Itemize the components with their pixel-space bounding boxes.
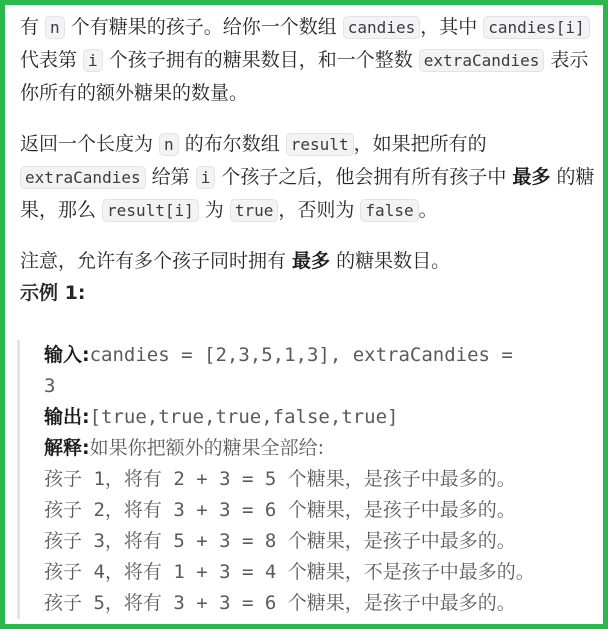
text: ，否则为	[278, 199, 361, 221]
code-n: n	[45, 16, 65, 39]
code-i: i	[83, 49, 103, 72]
text: ，如果把所有的	[353, 133, 487, 155]
code-result-i: result[i]	[102, 199, 199, 222]
text: 代表第	[20, 49, 84, 71]
bold-most: 最多	[292, 250, 331, 272]
text: 的糖果，那么	[20, 166, 595, 221]
example-block	[17, 340, 587, 619]
code-extra-candies: extraCandies	[20, 166, 146, 189]
example-output	[44, 402, 587, 433]
code-candies-i: candies[i]	[483, 16, 589, 39]
code-extra-candies: extraCandies	[419, 49, 545, 72]
explanation-line: 孩子 3，将有 5 + 3 = 8 个糖果，是孩子中最多的。	[44, 530, 516, 552]
example-title: 示例 1:	[20, 282, 86, 304]
explain-text: 如果你把额外的糖果全部给:	[89, 437, 325, 459]
text: 。	[418, 199, 438, 221]
description-paragraph-1	[20, 11, 605, 110]
code-result: result	[286, 133, 354, 156]
text: 的布尔数组	[178, 133, 286, 155]
text: 个有糖果的孩子。给你一个数组	[64, 16, 343, 38]
explain-label: 解释:	[44, 437, 90, 459]
input-label: 输入:	[44, 344, 90, 366]
problem-description	[20, 11, 605, 308]
text: ，其中	[420, 16, 484, 38]
explanation-line: 孩子 2，将有 3 + 3 = 6 个糖果，是孩子中最多的。	[44, 499, 516, 521]
text: 为	[198, 199, 230, 221]
note-paragraph	[20, 245, 605, 278]
text: 有	[20, 16, 46, 38]
example-explanation	[44, 433, 587, 464]
input-value-wrap: 3	[44, 375, 56, 397]
code-candies: candies	[343, 16, 420, 39]
text: 个孩子之后，他会拥有所有孩子中	[215, 166, 513, 188]
description-paragraph-2	[20, 128, 605, 227]
text: 个孩子拥有的糖果数目，和一个整数	[102, 49, 419, 71]
explanation-line: 孩子 4，将有 1 + 3 = 4 个糖果，不是孩子中最多的。	[44, 561, 535, 583]
example-input	[44, 340, 587, 371]
output-label: 输出:	[44, 406, 90, 428]
output-value: [true,true,true,false,true]	[89, 406, 399, 428]
explanation-line: 孩子 5，将有 3 + 3 = 6 个糖果，是孩子中最多的。	[44, 592, 516, 614]
text: 注意，允许有多个孩子同时拥有	[20, 250, 293, 272]
input-value: candies = [2,3,5,1,3], extraCandies =	[89, 344, 513, 366]
code-false: false	[360, 199, 418, 222]
code-n: n	[159, 133, 179, 156]
text: 表示你所有的额外糖果的数量。	[20, 49, 589, 104]
text: 的糖果数目。	[330, 250, 451, 272]
code-true: true	[230, 199, 279, 222]
text: 给第	[145, 166, 196, 188]
text: 返回一个长度为	[20, 133, 160, 155]
explanation-line: 孩子 1，将有 2 + 3 = 5 个糖果，是孩子中最多的。	[44, 468, 516, 490]
code-i: i	[196, 166, 216, 189]
bold-most: 最多	[512, 166, 551, 188]
